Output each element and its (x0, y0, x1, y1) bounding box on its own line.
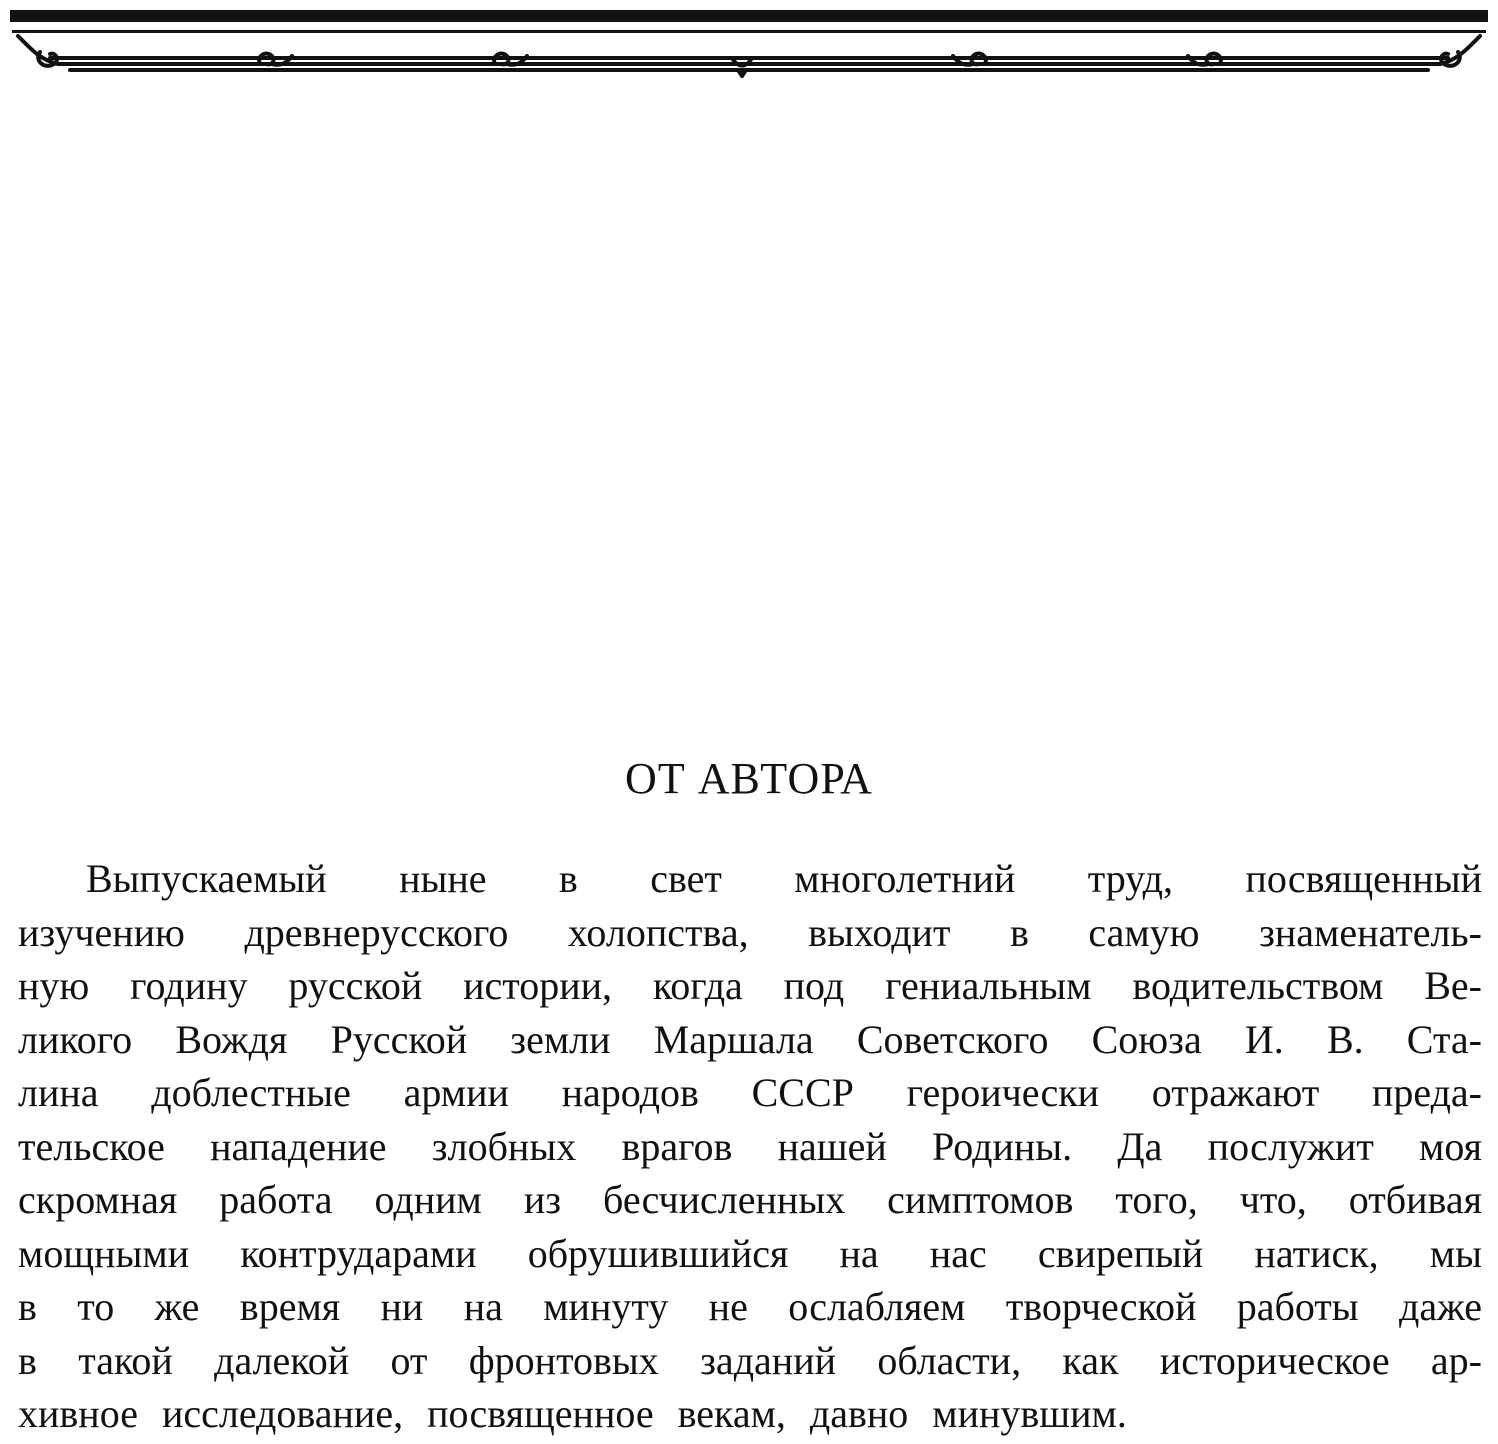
body-line: скромная работа одним из бесчисленных симптомов того, что, отбивая (18, 1177, 1482, 1222)
body-line: ную годину русской истории, когда под гениальным водительством Ве- (18, 963, 1482, 1008)
body-line: в такой далекой от фронтовых заданий области, как историческое ар- (18, 1337, 1482, 1383)
body-line: хивное исследование, посвященное векам, давно минувшим. (18, 1391, 1127, 1436)
body-line: изучению древнерусского холопства, выходит в самую знаменатель- (18, 909, 1482, 955)
body-line: ликого Вождя Русской земли Маршала Советского Союза И. В. Ста- (18, 1016, 1482, 1062)
body-line: лина доблестные армии народов СССР героически отражают преда- (18, 1070, 1482, 1115)
body-line: тельское нападение злобных врагов нашей Родины. Да послужит моя (18, 1123, 1482, 1169)
body-text (18, 852, 1482, 1441)
body-line: Выпускаемый ныне в свет многолетний труд, посвященный (86, 856, 1482, 901)
body-line: в то же время ни на минуту не ослабляем творческой работы даже (18, 1284, 1482, 1329)
section-title: ОТ АВТОРА (625, 754, 873, 803)
body-line: мощными контрударами обрушившийся на нас свирепый натиск, мы (18, 1230, 1482, 1276)
decorative-header-border-icon (10, 8, 1488, 78)
